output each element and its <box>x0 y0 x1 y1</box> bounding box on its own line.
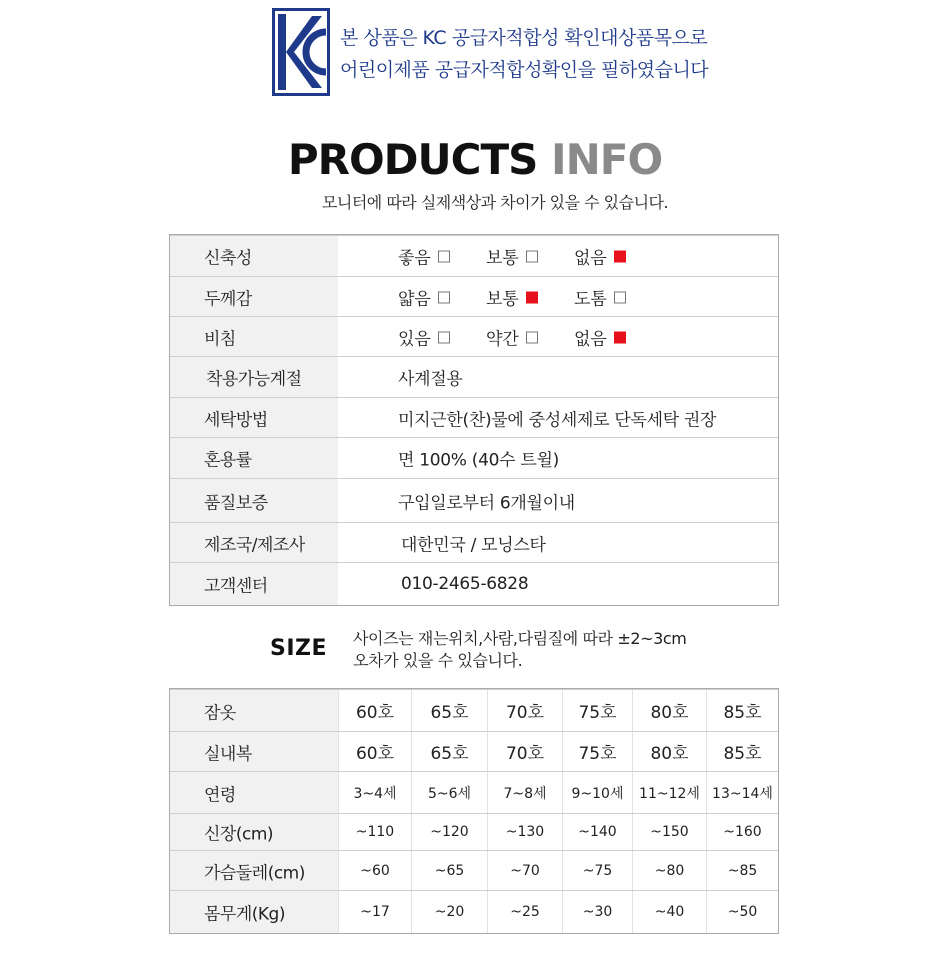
size-cell: 85호 <box>706 690 778 731</box>
info-label: 신축성 <box>204 248 252 269</box>
checkbox-checked <box>526 291 538 303</box>
option-thick: 도톰 <box>574 284 626 309</box>
option-normal: 보통 <box>486 244 538 269</box>
checkbox <box>526 251 538 263</box>
info-row-warranty <box>170 478 778 522</box>
size-heading: SIZE <box>270 636 328 661</box>
size-cell: 5~6세 <box>411 772 487 813</box>
info-label: 혼용률 <box>204 450 252 471</box>
size-row-label: 연령 <box>204 785 236 805</box>
size-cell: ~60 <box>338 851 411 890</box>
size-cell: ~17 <box>338 891 411 933</box>
size-cell: ~70 <box>487 851 562 890</box>
size-row-label: 신장(cm) <box>204 824 274 845</box>
checkbox <box>438 331 450 343</box>
size-cell: 9~10세 <box>562 772 632 813</box>
size-cell: ~50 <box>706 891 778 933</box>
info-row-customer-center <box>170 562 778 605</box>
size-row-weight <box>170 890 778 933</box>
kc-notice-line2: 어린이제품 공급자적합성확인을 필하였습니다 <box>340 59 709 81</box>
info-row-sheerness <box>170 316 778 356</box>
info-label: 두께감 <box>204 289 252 309</box>
size-note-line1: 사이즈는 재는위치,사람,다림질에 따라 ±2~3cm <box>353 629 687 648</box>
size-cell: ~120 <box>411 814 487 850</box>
size-note <box>353 628 686 672</box>
info-value: 010-2465-6828 <box>401 574 529 594</box>
size-row-label: 가슴둘레(cm) <box>204 863 305 883</box>
option-slight: 약간 <box>486 324 538 349</box>
size-table <box>169 688 779 934</box>
size-cell: 70호 <box>487 690 562 731</box>
title-products: PRODUCTS <box>287 135 538 184</box>
size-cell: ~75 <box>562 851 632 890</box>
size-cell: ~110 <box>338 814 411 850</box>
option-good: 좋음 <box>398 244 450 269</box>
size-cell: 60호 <box>338 690 411 731</box>
size-cell: 65호 <box>411 732 487 771</box>
info-label: 제조국/제조사 <box>204 535 305 555</box>
size-row-label: 잠옷 <box>204 703 236 723</box>
size-cell: ~25 <box>487 891 562 933</box>
info-value: 미지근한(찬)물에 중성세제로 단독세탁 권장 <box>398 410 717 430</box>
size-cell: ~85 <box>706 851 778 890</box>
size-cell: ~40 <box>632 891 706 933</box>
size-cell: 80호 <box>632 732 706 771</box>
size-cell: 60호 <box>338 732 411 771</box>
kc-notice-line1: 본 상품은 KC 공급자적합성 확인대상품목으로 <box>340 27 708 49</box>
kc-notice <box>340 22 708 86</box>
size-cell: 75호 <box>562 690 632 731</box>
checkbox <box>614 291 626 303</box>
size-row-height <box>170 813 778 850</box>
kc-certification <box>270 6 710 98</box>
size-cell: ~140 <box>562 814 632 850</box>
info-row-season <box>170 356 778 397</box>
size-cell: 3~4세 <box>338 772 411 813</box>
size-cell: 70호 <box>487 732 562 771</box>
info-label: 고객센터 <box>204 576 268 597</box>
option-none: 없음 <box>574 244 626 269</box>
size-cell: 11~12세 <box>632 772 706 813</box>
info-row-washing <box>170 397 778 437</box>
size-row-pajama-size <box>170 689 778 731</box>
checkbox <box>438 291 450 303</box>
info-row-manufacturer <box>170 522 778 562</box>
info-label: 품질보증 <box>204 493 268 513</box>
info-value: 구입일로부터 6개월이내 <box>398 493 575 513</box>
size-row-chest <box>170 850 778 890</box>
size-cell: 75호 <box>562 732 632 771</box>
size-cell: ~160 <box>706 814 778 850</box>
size-note-line2: 오차가 있을 수 있습니다. <box>353 651 523 670</box>
option-none: 없음 <box>574 324 626 349</box>
size-cell: ~20 <box>411 891 487 933</box>
product-info-table <box>169 234 779 606</box>
option-normal: 보통 <box>486 284 538 309</box>
info-row-material <box>170 437 778 478</box>
info-label: 착용가능계절 <box>206 369 302 390</box>
checkbox <box>438 251 450 263</box>
info-value: 대한민국 / 모닝스타 <box>401 535 546 555</box>
info-label: 세탁방법 <box>204 410 268 430</box>
color-disclaimer: 모니터에 따라 실제색상과 차이가 있을 수 있습니다. <box>321 193 669 212</box>
size-cell: ~130 <box>487 814 562 850</box>
size-cell: ~65 <box>411 851 487 890</box>
info-row-elasticity <box>170 235 778 276</box>
size-row-label: 몸무게(Kg) <box>204 904 285 925</box>
size-cell: 7~8세 <box>487 772 562 813</box>
kc-logo-icon <box>272 8 330 96</box>
size-cell: 65호 <box>411 690 487 731</box>
title-info: INFO <box>550 135 663 184</box>
size-cell: ~80 <box>632 851 706 890</box>
size-row-age <box>170 771 778 813</box>
option-yes: 있음 <box>398 324 450 349</box>
checkbox-checked <box>614 251 626 263</box>
size-cell: ~30 <box>562 891 632 933</box>
page-title <box>0 136 950 184</box>
size-row-homewear-size <box>170 731 778 771</box>
info-value: 사계절용 <box>398 369 463 390</box>
info-row-thickness <box>170 276 778 316</box>
info-value: 면 100% (40수 트윌) <box>398 450 559 471</box>
option-thin: 얇음 <box>398 284 450 309</box>
size-cell: ~150 <box>632 814 706 850</box>
checkbox <box>526 331 538 343</box>
checkbox-checked <box>614 331 626 343</box>
size-cell: 85호 <box>706 732 778 771</box>
info-label: 비침 <box>204 329 236 349</box>
size-row-label: 실내복 <box>204 744 252 764</box>
size-cell: 80호 <box>632 690 706 731</box>
size-cell: 13~14세 <box>706 772 778 813</box>
